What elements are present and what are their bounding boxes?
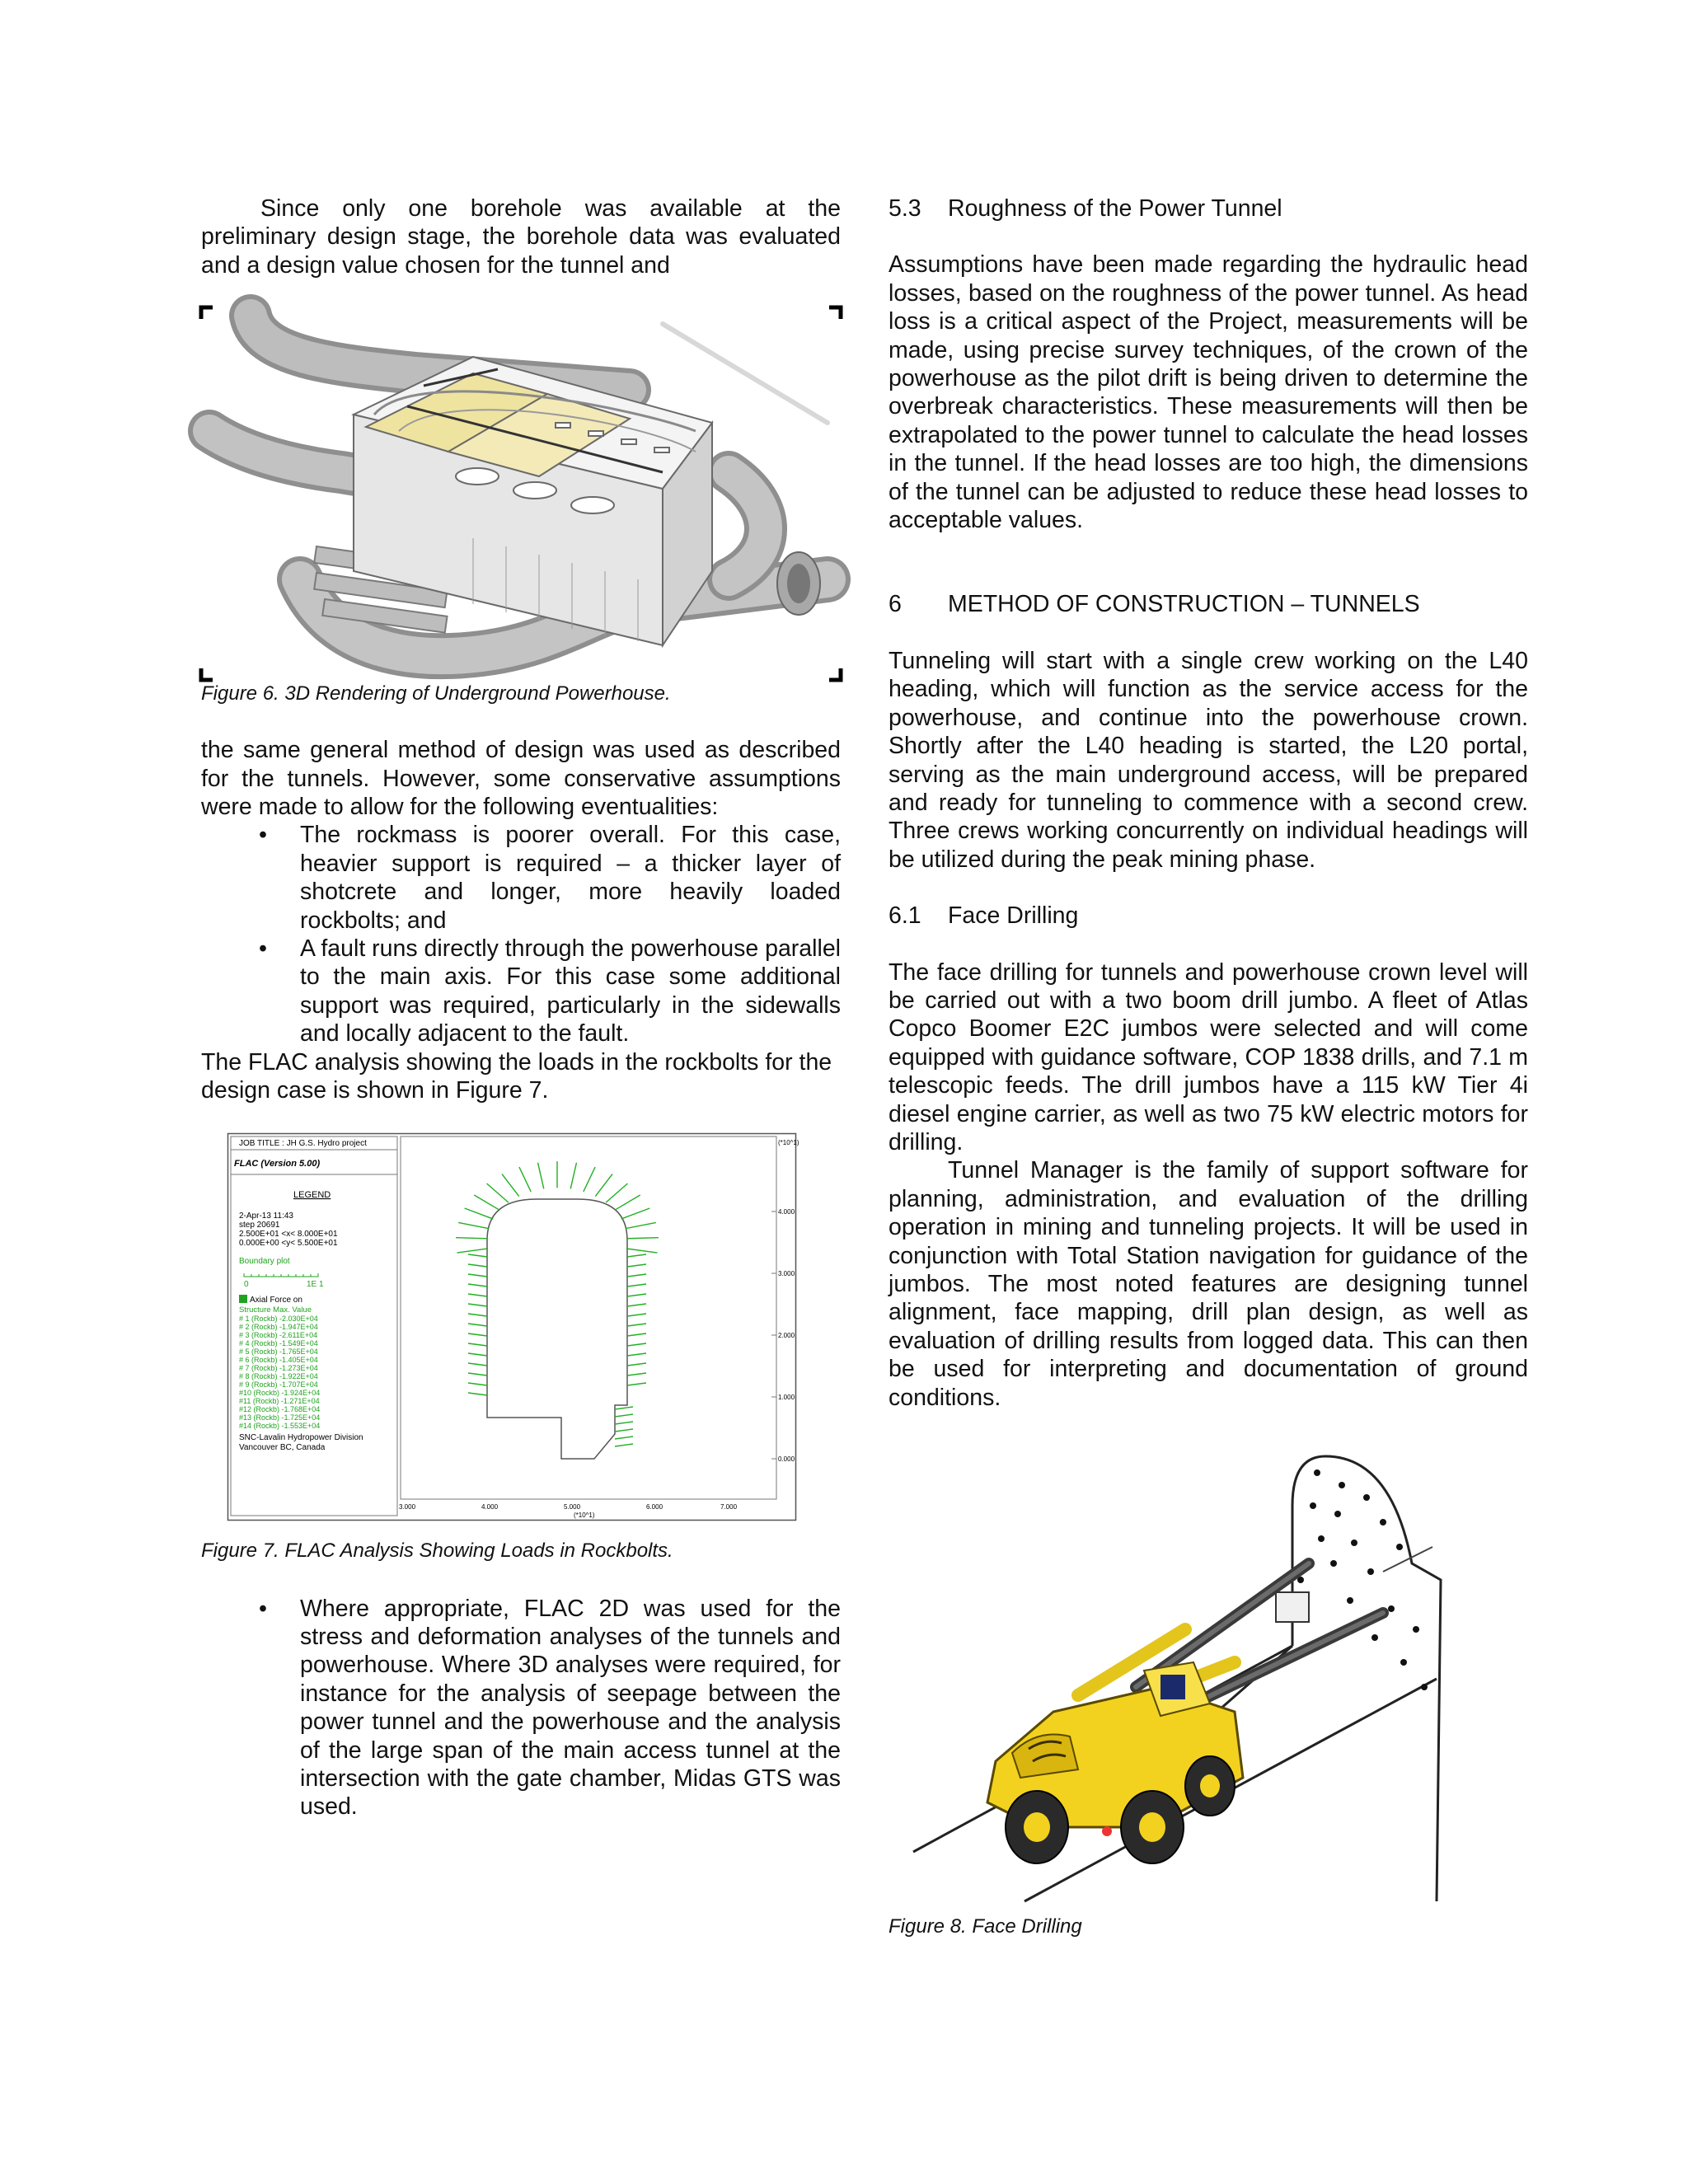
right-column <box>889 194 1528 1939</box>
tunnel-manager-paragraph: Tunnel Manager is the family of support software for planning, administration, and evaluation of the drilling operation in mining and tunneling projects. It will be used in conjunction with Total Station navigation for guidance of the jumbos. The most noted features are designing tunnel alignment, face mapping, drill plan design, as well as evaluation of drilling results from logged data. This can then be used for interpreting and documentation of ground conditions. <box>889 1157 1528 1411</box>
flac-bolt-row: #11 (Rockb) -1.271E+04 <box>239 1396 320 1405</box>
flac-y-tick: 2.000 <box>778 1331 795 1339</box>
flac-legend-line: 0.000E+00 <y< 5.500E+01 <box>239 1238 338 1248</box>
flac-intro-paragraph: The FLAC analysis showing the loads in the rockbolts for the design case is shown in Figure 7. <box>201 1048 832 1104</box>
analysis-list <box>201 1595 841 1821</box>
left-column <box>201 194 841 1821</box>
bullet-icon: • <box>259 935 267 963</box>
flac-bolt-row: # 8 (Rockb) -1.922E+04 <box>239 1371 318 1380</box>
bullet-icon: • <box>259 1595 267 1622</box>
flac-y-tick: 4.000 <box>778 1207 795 1216</box>
flac-bolt-row: #13 (Rockb) -1.725E+04 <box>239 1413 321 1422</box>
flac-bolt-row: #14 (Rockb) -1.553E+04 <box>239 1421 321 1430</box>
flac-version: FLAC (Version 5.00) <box>234 1158 321 1169</box>
flac-bolt-row: # 1 (Rockb) -2.030E+04 <box>239 1314 318 1323</box>
flac-y-tick: 3.000 <box>778 1269 795 1277</box>
face-drilling-paragraph: The face drilling for tunnels and powerhouse crown level will be carried out with a two boom drill jumbo. A fleet of Atlas Copco Boomer E2C jumbos were selected and will come equipped with guidance software, COP 1838 drills, and 7.1 m telescopic feeds. The drill jumbos have a 115 kW Tier 4i diesel engine carrier, as well as two 75 kW electric motors for drilling. <box>889 958 1528 1155</box>
flac-bolt-row: #12 (Rockb) -1.768E+04 <box>239 1404 321 1413</box>
roughness-paragraph: Assumptions have been made regarding the hydraulic head losses, based on the roughness of the power tunnel. As head loss is a critical aspect of the Project, measurements will be made, using precise survey techniques, of the crown of the powerhouse as the pilot drift is being driven to determine the overbreak characteristics. These measurements will then be extrapolated to the power tunnel to calculate the head losses in the tunnel. If the head losses are too high, the dimensions of the tunnel can be adjusted to reduce these head losses to acceptable values. <box>889 251 1528 534</box>
flac-x-unit: (*10^1) <box>574 1511 595 1519</box>
eventualities-list <box>201 821 841 1047</box>
section-5-3-heading: 5.3 Roughness of the Power Tunnel <box>889 195 1282 222</box>
flac-x-tick: 6.000 <box>646 1502 663 1511</box>
flac-bolt-row: # 3 (Rockb) -2.611E+04 <box>239 1330 318 1339</box>
flac-x-tick: 3.000 <box>399 1502 416 1511</box>
intro-paragraph: Since only one borehole was available at the preliminary design stage, the borehole data was evaluated and a design value chosen for the tunnel and <box>201 195 841 279</box>
list-item: • Where appropriate, FLAC 2D was used for the stress and deformation analyses of the tunnels and powerhouse. Where 3D analyses were required, for instance for the analysis of seepage between the power tunnel and the powerhouse and the analysis of the large span of the main access tunnel at the intersection with the gate chamber, Midas GTS was used. <box>259 1595 841 1821</box>
tunnel-construction-paragraph: Tunneling will start with a single crew working on the L40 heading, which will function as the service access for the powerhouse, and continue into the powerhouse crown. Shortly after the L40 heading is started, the L20 portal, serving as the main underground access, will be prepared and ready for tunneling to commence with a second crew. Three crews working concurrently on individual headings will be utilized during the peak mining phase. <box>889 647 1528 873</box>
section-6-heading: 6 METHOD OF CONSTRUCTION – TUNNELS <box>889 591 1420 618</box>
figure-6-caption: Figure 6. 3D Rendering of Underground Powerhouse. <box>201 682 671 705</box>
flac-footer-city: Vancouver BC, Canada <box>239 1442 326 1452</box>
figure-8-caption: Figure 8. Face Drilling <box>889 1915 1082 1938</box>
flac-job-title: JOB TITLE : JH G.S. Hydro project <box>239 1138 367 1148</box>
figure-6-powerhouse-rendering <box>201 307 841 680</box>
flac-bolt-row: # 7 (Rockb) -1.273E+04 <box>239 1363 318 1372</box>
flac-table-header: Structure Max. Value <box>239 1305 312 1315</box>
flac-bolt-row: #10 (Rockb) -1.924E+04 <box>239 1388 321 1397</box>
flac-x-tick: 4.000 <box>481 1502 499 1511</box>
flac-x-tick: 5.000 <box>564 1502 581 1511</box>
list-item: • A fault runs directly through the powerhouse parallel to the main axis. For this case some additional support was required, particularly in the sidewalls and locally adjacent to the fault. <box>259 935 841 1047</box>
flac-y-tick: 0.000 <box>778 1455 795 1463</box>
flac-bolt-row: # 4 (Rockb) -1.549E+04 <box>239 1338 318 1347</box>
flac-axial-label: Axial Force on <box>250 1295 302 1305</box>
design-method-paragraph: the same general method of design was used as described for the tunnels. However, some conservative assumptions were made to allow for the following eventualities: <box>201 737 841 821</box>
flac-legend-title: LEGEND <box>293 1189 331 1200</box>
flac-bolt-row: # 5 (Rockb) -1.765E+04 <box>239 1347 318 1356</box>
flac-bolt-row: # 2 (Rockb) -1.947E+04 <box>239 1322 318 1331</box>
section-6-1-heading: 6.1 Face Drilling <box>889 902 1079 930</box>
flac-legend-line: 2-Apr-13 11:43 <box>239 1211 293 1221</box>
flac-axial-swatch <box>239 1295 247 1303</box>
list-item: • The rockmass is poorer overall. For this case, heavier support is required – a thicker layer of shotcrete and longer, more heavily loaded rockbolts; and <box>259 822 841 934</box>
flac-legend-line: step 20691 <box>239 1220 280 1230</box>
flac-scale-end: 1E 1 <box>307 1279 324 1289</box>
flac-bolt-table <box>239 1315 320 1430</box>
flac-boundary-label: Boundary plot <box>239 1256 290 1266</box>
flac-y-unit: (*10^1) <box>778 1138 799 1146</box>
flac-bolt-row: # 6 (Rockb) -1.405E+04 <box>239 1355 318 1364</box>
flac-legend-line: 2.500E+01 <x< 8.000E+01 <box>239 1229 338 1239</box>
bullet-icon: • <box>259 822 267 849</box>
flac-y-tick: 1.000 <box>778 1393 795 1401</box>
flac-footer-org: SNC-Lavalin Hydropower Division <box>239 1432 363 1442</box>
flac-bolt-row: # 9 (Rockb) -1.707E+04 <box>239 1380 318 1389</box>
figure-7-caption: Figure 7. FLAC Analysis Showing Loads in Rockbolts. <box>201 1539 673 1562</box>
flac-x-tick: 7.000 <box>720 1502 738 1511</box>
flac-scale-start: 0 <box>244 1279 249 1289</box>
figure-8-drill-jumbo <box>889 1440 1465 1918</box>
figure-7-flac-analysis <box>227 1133 799 1521</box>
